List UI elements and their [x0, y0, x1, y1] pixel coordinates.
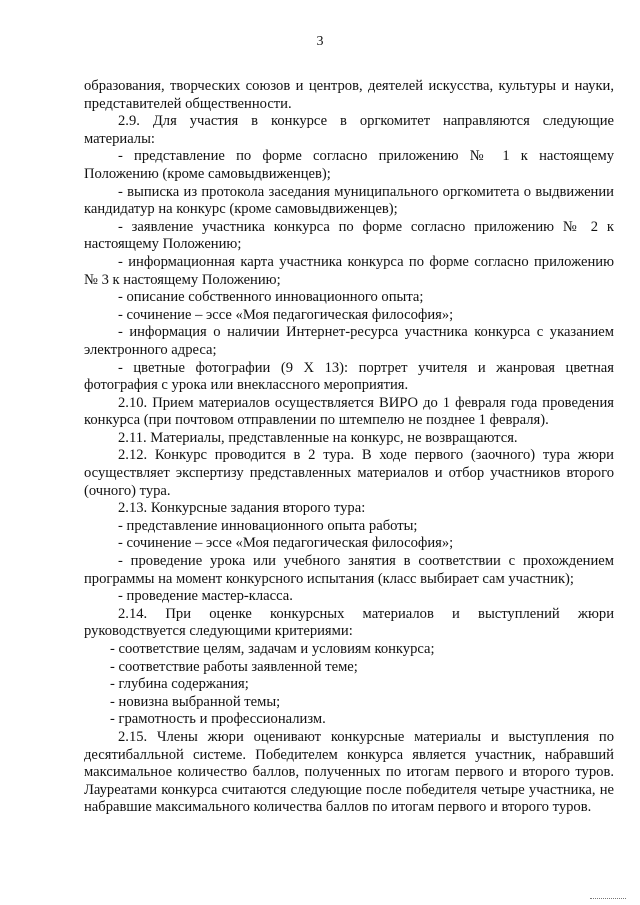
list-item: - проведение урока или учебного занятия в соответствии с прохождением программы на момент конкурсного испытания (класс выбирает сам участник); [84, 553, 614, 587]
list-item: - описание собственного инновационного опыта; [118, 289, 424, 306]
list-item: - грамотность и профессионализм. [110, 711, 326, 728]
page-number: 3 [316, 34, 324, 49]
list-item: - сочинение – эссе «Моя педагогическая философия»; [118, 306, 454, 323]
paragraph: 2.12. Конкурс проводится в 2 тура. В ходе первого (заочного) тура жюри осуществляет экспертизу представленных материалов и отбор участников второго (очного) тура. [84, 447, 614, 499]
list-item: - соответствие целям, задачам и условиям конкурса; [110, 641, 435, 657]
paragraph: 2.15. Члены жюри оценивают конкурсные материалы и выступления по десятибалльной системе. Победителем конкурса является участник, набравший максимальное количество баллов, полученных по итогам первого и второго туров. Лауреатами конкурса считаются следующие после победителя четыре участника, не набравшие максимального количества баллов по итогам первого и второго туров. [84, 728, 614, 816]
paragraph: 2.9. Для участия в конкурсе в оргкомитет направляются следующие материалы: [84, 113, 614, 147]
list-item: - глубина содержания; [110, 676, 249, 693]
document-body [84, 78, 614, 817]
paragraph: образования, творческих союзов и центров, деятелей искусства, культуры и науки, представителей общественности. [84, 78, 614, 112]
list-item: - информация о наличии Интернет-ресурса участника конкурса с указанием электронного адреса; [84, 324, 614, 358]
list-item: - представление по форме согласно приложению № 1 к настоящему Положению (кроме самовыдвиженцев); [84, 148, 614, 182]
paragraph: 2.14. При оценке конкурсных материалов и выступлений жюри руководствуется следующими критериями: [84, 605, 614, 640]
paragraph: 2.13. Конкурсные задания второго тура: [118, 500, 366, 517]
paragraph: 2.10. Прием материалов осуществляется ВИРО до 1 февраля года проведения конкурса (при почтовом отправлении по штемпелю не позднее 1 февраля). [84, 394, 614, 429]
scan-mark [590, 895, 626, 899]
list-item: - цветные фотографии (9 X 13): портрет учителя и жанровая цветная фотография с урока или внеклассного мероприятия. [84, 359, 614, 394]
list-item: - проведение мастер-класса. [118, 588, 293, 605]
list-item: - сочинение – эссе «Моя педагогическая философия»; [118, 535, 454, 552]
list-item: - представление инновационного опыта работы; [118, 517, 418, 534]
list-item: - информационная карта участника конкурса по форме согласно приложению № 3 к настоящему Положению; [84, 253, 614, 288]
list-item: - новизна выбранной темы; [110, 693, 281, 710]
list-item: - выписка из протокола заседания муниципального оргкомитета о выдвижении кандидатур на конкурс (кроме самовыдвиженцев); [84, 183, 614, 218]
list-item: - заявление участника конкурса по форме согласно приложению № 2 к настоящему Положению; [84, 218, 614, 253]
paragraph: 2.11. Материалы, представленные на конкурс, не возвращаются. [118, 429, 518, 446]
list-item: - соответствие работы заявленной теме; [110, 658, 358, 675]
